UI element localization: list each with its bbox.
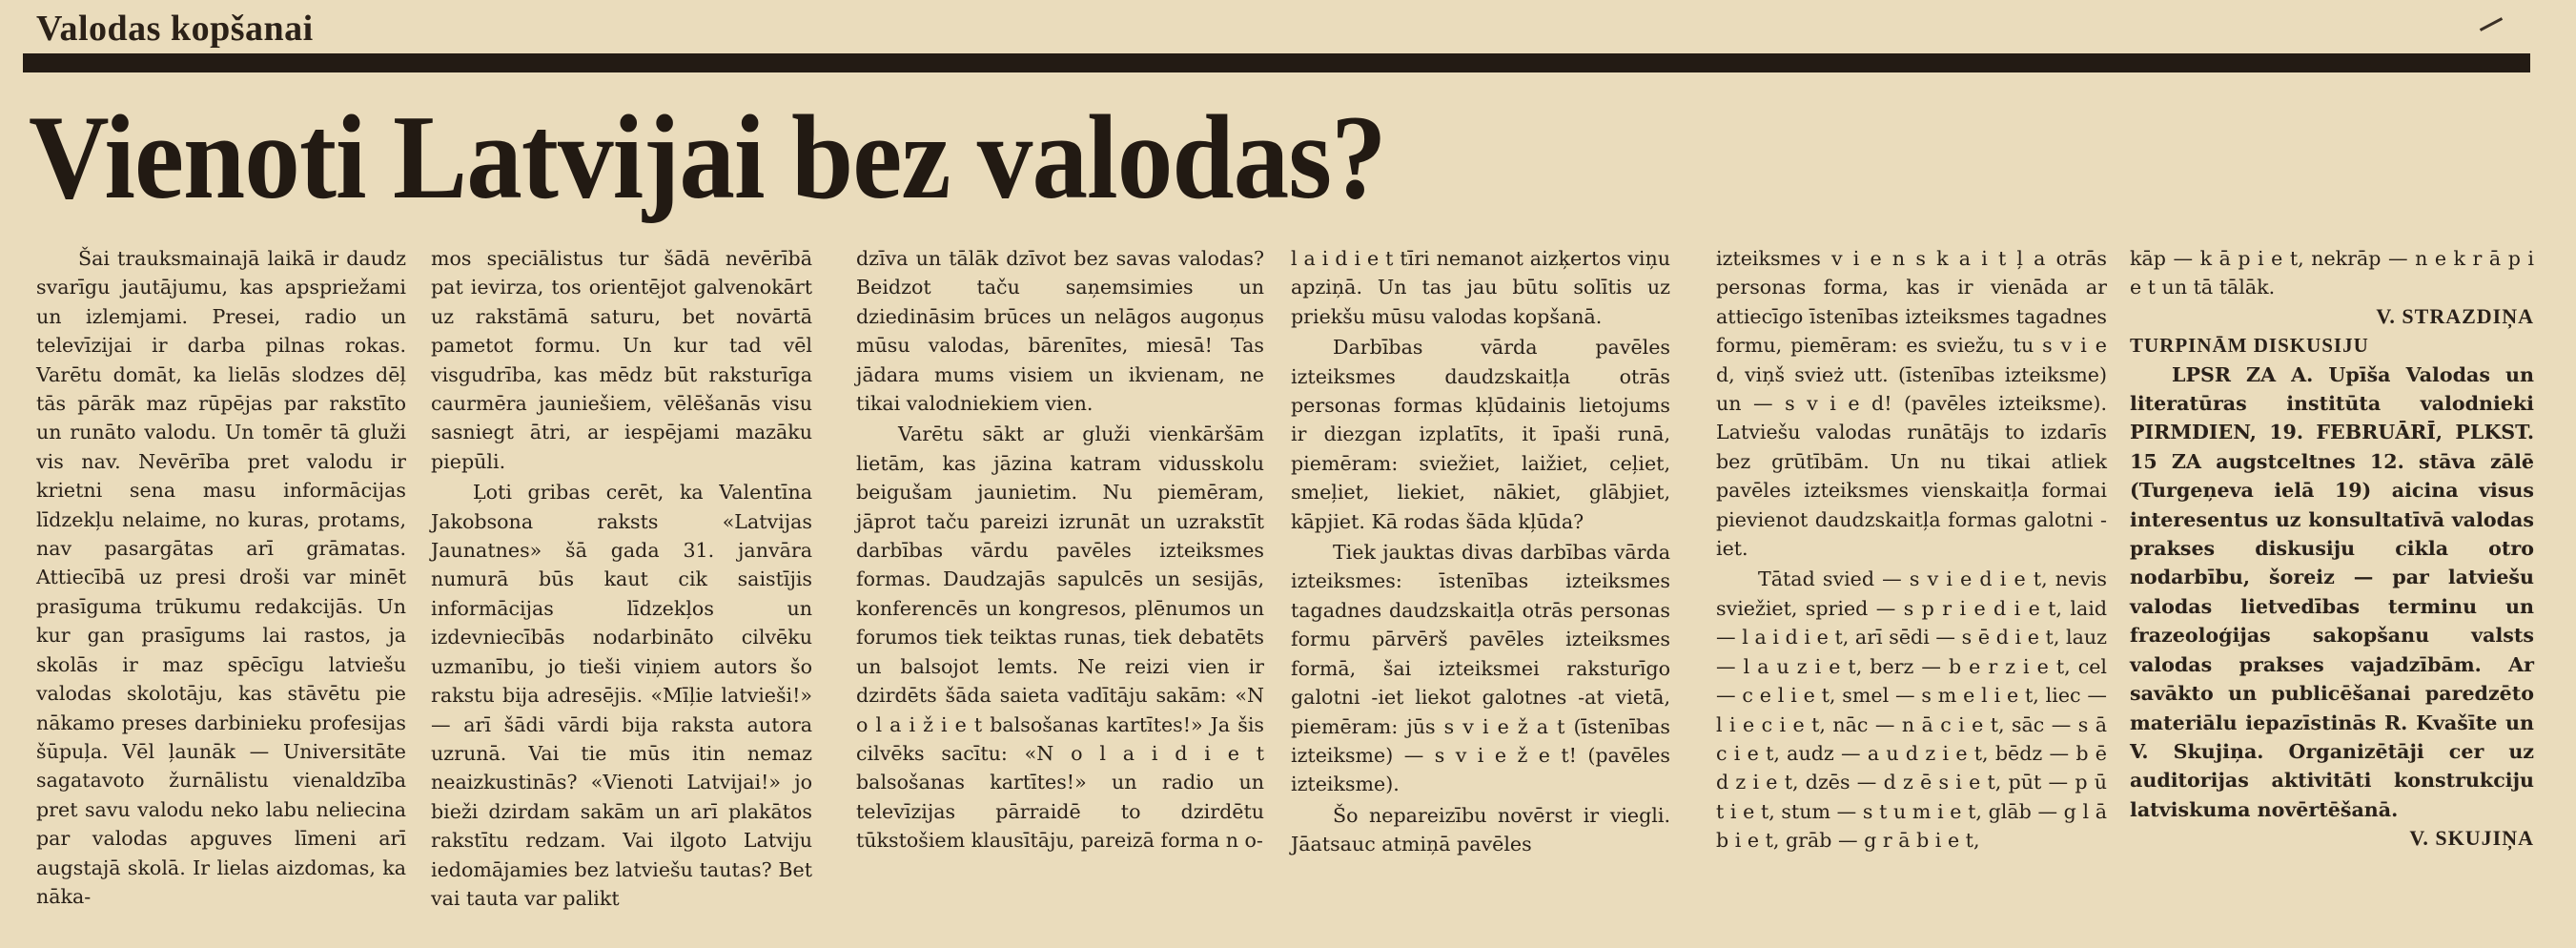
article-column-3 bbox=[856, 244, 1264, 855]
notice-text: LPSR ZA A. Upīša Valodas un literatūras institūta valodnieki PIRMDIEN, 19. FEBRUĀRĪ, PLKST. 15 ZA augstceltnes 12. stāva zālē (Turgeņeva ielā 19) aicina visus interesentus uz konsultatīvā valodas prakses diskusiju cikla otro nodarbību, šoreiz — par latviešu valodas lietvedības terminu un frazeoloģijas sakopšanu valsts valodas prakses vajadzībām. Ar savākto un publicēšanai paredzēto materiālu iepazīstinās R. Kvašīte un V. Skujiņa. Organizētāji cer uz auditorijas aktivitāti konstrukciju latviskuma novērtēšanā. bbox=[2130, 362, 2534, 821]
article-column-6 bbox=[2130, 244, 2534, 854]
article-column-1 bbox=[36, 244, 406, 911]
notice-signature: V. SKUJIŅA bbox=[2409, 826, 2534, 851]
paragraph: kāp — k ā p i e t, nekrāp — n e k r ā p i e t un tā tālāk. bbox=[2130, 247, 2534, 299]
paragraph: Tātad svied — s v i e d i e t, nevis sviežiet, spried — s p r i e d i e t, laid — l a i d i e t, arī sēdi — s ē d i e t, lauz — l a u z i e t, berz — b e r z i e t, cel — c e l i e t, smel — s m e l i e t, liec — l i e c i e t, nāc — n ā c i e t, sāc — s ā c i e t, audz — a u d z i e t, bēdz — b ē d z i e t, dzēs — d z ē s i e t, pūt — p ū t i e t, stum — s t u m i e t, glāb — g l ā b i e t, grāb — g r ā b i e t, bbox=[1716, 567, 2107, 853]
paragraph: Varētu sākt ar gluži vienkāršām lietām, kas jāzina katram vidusskolu beigušam jaunietim. Nu piemēram, jāprot taču pareizi izrunāt un uzrakstīt darbības vārdu pavēles izteiksmes formas. Daudzajās sapulcēs un sesijās, konferencēs un kongresos, plēnumos un forumos tiek teiktas runas, tiek debatēts un balsojot lemts. Ne reizi vien ir dzirdēts šāda saieta vadītāju sakām: «N o l a i ž i e t balsošanas kartītes!» Ja šis cilvēks sacītu: «N o l a i d i e t balsošanas kartītes!» un radio un televīzijas pārraidē to dzirdētu tūkstošiem klausītāju, pareizā forma n o- bbox=[856, 422, 1264, 853]
paragraph: Ļoti gribas cerēt, ka Valentīna Jakobsona raksts «Latvijas Jaunatnes» šā gada 31. janvāra numurā būs kaut cik saistījis informācijas līdzekļos un izdevniecībās nodarbināto cilvēku uzmanību, jo tieši viņiem autors šo rakstu bija adresējis. «Mīļie latvieši!» — arī šādi vārdi bija raksta autora uzrunā. Vai tie mūs itin nemaz neaizkustinās? «Vienoti Latvijai!» jo bieži dzirdam sakām un arī plakātos rakstītu redzam. Vai ilgoto Latviju iedomājamies bez latviešu tautas? Bet vai tauta var palikt bbox=[431, 481, 812, 910]
paragraph: l a i d i e t tīri nemanot aizķertos viņu apziņā. Un tas jau būtu solītis uz priekšu mūsu valodas kopšanā. bbox=[1291, 247, 1670, 328]
pen-mark bbox=[2480, 17, 2503, 31]
paragraph: Šo nepareizību novērst ir viegli. Jāatsauc atmiņā pavēles bbox=[1291, 803, 1670, 856]
notice-subhead: TURPINĀM DISKUSIJU bbox=[2130, 334, 2369, 358]
article-headline: Vienoti Latvijai bez valodas? bbox=[29, 92, 1386, 224]
section-rubric: Valodas kopšanai bbox=[36, 9, 314, 49]
paragraph: dzīva un tālāk dzīvot bez savas valodas? Beidzot taču saņemsimies un dziedināsim brūces un nelāgos augoņus mūsu valodas, bārenītes, miesā! Tas jādara mums visiem un ikvienam, ne tikai valodniekiem vien. bbox=[856, 247, 1264, 416]
paragraph: Tiek jauktas divas darbības vārda izteiksmes: īstenības izteiksmes tagadnes daudzskaitļa otrās personas formu pārvērš pavēles izteiksmes formā, šai izteiksmei raksturīgo galotni -iet liekot galotnes -at vietā, piemēram: jūs s v i e ž a t (īstenības izteiksme) — s v i e ž e t! (pavēles izteiksme). bbox=[1291, 541, 1670, 796]
article-column-5 bbox=[1716, 244, 2107, 855]
article-column-2 bbox=[431, 244, 812, 913]
article-column-4 bbox=[1291, 244, 1670, 859]
paragraph: izteiksmes v i e n s k a i t ļ a otrās personas forma, kas ir vienāda ar attiecīgo īstenības izteiksmes tagadnes formu, piemēram: es sviežu, tu s v i e d, viņš svież utt. (īstenības izteiksme) un — s v i e d! (pavēles izteiksme). Latviešu valodas runātājs to izdarīs bez grūtībām. Un nu tikai atliek pavēles izteiksmes vienskaitļa formai pievienot daudzskaitļa formas galotni -iet. bbox=[1716, 247, 2107, 561]
paragraph: Šai trauksmainajā laikā ir daudz svarīgu jautājumu, kas apspriežami un izlemjami. Presei, radio un televīzijai ir darba pilnas rokas. Varētu domāt, ka lielās slodzes dēļ tās pārāk maz rūpējas par rakstīto un runāto valodu. Un tomēr tā gluži vis nav. Nevērība pret valodu ir krietni sena masu informācijas līdzekļu nelaime, no kuras, protams, nav pasargātas arī grāmatas. Attiecībā uz presi droši var minēt prasīguma trūkumu redakcijās. Un kur gan prasīgums lai rastos, ja skolās ir maz spēcīgu latviešu valodas skolotāju, kas stāvētu pie nākamo preses darbinieku profesijas šūpuļa. Vēl ļaunāk — Universitāte sagatavoto žurnālistu vienaldzība pret savu valodu neko labu neliecina par valodas apguves līmeni arī augstajā skolā. Ir lielas aizdomas, ka nāka- bbox=[36, 247, 406, 908]
paragraph: mos speciālistus tur šādā nevērībā pat ievirza, tos orientējot galvenokārt uz rakstāmā saturu, bet novārtā pametot formu. Un kur tad vēl visgudrība, kas mēdz būt raksturīga caurmēra jauniešiem, vēlēšanās visu sasniegt ātri, ar iespējami mazāku piepūli. bbox=[431, 247, 812, 473]
author-signature: V. STRAZDIŅA bbox=[2376, 303, 2534, 328]
header-rule bbox=[23, 53, 2530, 72]
paragraph: Darbības vārda pavēles izteiksmes daudzskaitļa otrās personas formas kļūdainis lietojums ir diezgan izplatīts, it īpaši runā, piemēram: sviežiet, laižiet, ceļiet, smeļiet, liekiet, nākiet, glābjiet, kāpjiet. Kā rodas šāda kļūda? bbox=[1291, 336, 1670, 533]
